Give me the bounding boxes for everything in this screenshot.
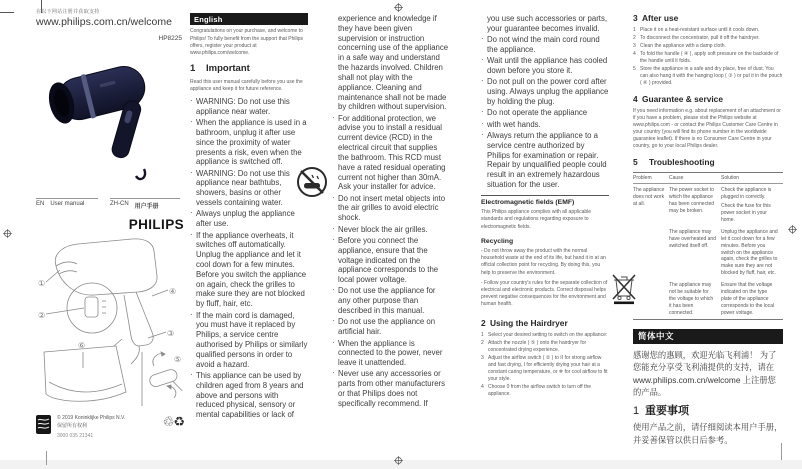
section-number: 1	[190, 62, 196, 74]
table-cell-solution: Ensure that the voltage indicated on the type plate of the appliance corresponds to the local power voltage.	[721, 282, 775, 316]
table-cell-solution: Check the appliance is plugged in correctly. Check the fuse for this power socket in your home.	[721, 186, 772, 223]
step-item: 1 Select your desired setting to switch on the appliance:	[481, 331, 608, 338]
copyright: © 2019 Koninklijke Philips N.V.	[57, 415, 126, 421]
register-note: 在以下网站注册并获取支持	[36, 9, 100, 15]
chinese-section-1-body: 使用产品之前，请仔细阅读本用户手册，并妥善保管以供日后参考。	[633, 422, 783, 445]
guarantee-body: If you need information e.g. about replacement of an attachment or if you have a problem, please visit the Philips website at www.philips.com - or contact the Philips Customer Care Centre in your country (you will find its phone number in the worldwide guarantee leaflet). If there is no Consumer Care Centre in your country, go to your local Philips dealer.	[633, 107, 781, 150]
col-header-solution: Solution	[721, 173, 783, 184]
lang-code: EN	[36, 201, 45, 207]
warning-list	[481, 14, 609, 190]
lang-label: 用户手册	[134, 204, 159, 210]
step-item: 1 Place it on a heat-resistant surface until it cools down.	[633, 26, 760, 33]
section-title: Guarantee & service	[642, 94, 724, 105]
register-url: www.philips.com.cn/welcome	[36, 16, 172, 28]
after-use-steps	[633, 27, 783, 88]
model-number: HP8225	[158, 35, 182, 42]
registration-mark-icon	[394, 3, 403, 12]
bullet-item: · Do not pull on the power cord after using. Always unplug the appliance by holding the plug.	[481, 77, 609, 106]
bullet-item: · Do not use the appliance for any other purpose than described in this manual.	[332, 286, 450, 315]
bullet-item: · Always unplug the appliance after use.	[190, 209, 308, 229]
recycling-section	[481, 238, 609, 308]
warning-list	[190, 97, 308, 420]
section-title: 重要事项	[645, 404, 689, 417]
section-2-title	[481, 318, 609, 329]
table-cell-cause: The power socket to which the appliance has been connected may be broken.	[669, 186, 715, 214]
power-cord	[136, 169, 145, 179]
bullet-item: · Do not wind the main cord round the appliance.	[481, 35, 609, 55]
document-code: 3000 035 21341	[57, 433, 94, 439]
section-number: 4	[633, 94, 638, 105]
chinese-section-1-title	[633, 405, 783, 419]
bullet-item: · Wait until the appliance has cooled down before you store it.	[481, 56, 609, 76]
lang-label: User manual	[50, 201, 85, 207]
step-item: 3 Adjust the airflow switch ( ② ) to II for strong airflow and fast drying, I for efficiently drying your hair at a constant caring temperature, or ❄ for cool airflow to fit your style.	[481, 354, 608, 383]
warning-list	[332, 14, 450, 409]
chinese-section-header: 简体中文	[633, 329, 783, 344]
language-row	[36, 198, 184, 210]
crop-mark	[0, 12, 14, 13]
hairdryer-photo	[36, 45, 184, 189]
callout-6: ⑥	[78, 341, 86, 350]
bullet-item: · WARNING: Do not use this appliance near bathtubs, showers, basins or other vessels containing water.	[190, 169, 308, 208]
english-intro: Congratulations on your purchase, and welcome to Philips! To fully benefit from the support that Philips offers, register your product at www.philips.com/welcome.	[190, 28, 304, 56]
section-title: Troubleshooting	[649, 157, 715, 168]
section-1-title	[190, 63, 308, 75]
section-title: Using the Hairdryer	[490, 317, 568, 328]
recycle-arrows-icon: ♻	[173, 414, 184, 429]
column-english-4	[633, 13, 783, 446]
step-item: 5 Store the appliance in a safe and dry place, free of dust. You can also hang it with the hanging loop ( ③ ) or put it in the pouch ( ⑥ ) provided.	[633, 66, 783, 87]
callout-5: ⑤	[174, 355, 182, 364]
certification-mark-icon	[36, 415, 51, 434]
section-number: 5	[633, 157, 638, 168]
table-cell-cause: The appliance may not be suitable for the voltage to which it has been connected.	[669, 282, 714, 316]
section-number: 2	[481, 317, 486, 328]
section-number: 1	[633, 404, 640, 417]
bullet-item: · WARNING: Do not use this appliance near water.	[190, 97, 308, 117]
bullet-item: · When the appliance is connected to the power, never leave it unattended.	[332, 339, 450, 368]
emf-title: Electromagnetic fields (EMF)	[481, 198, 575, 206]
column-english-2	[332, 14, 450, 410]
bullet-item: · Do not insert metal objects into the air grilles to avoid electric shock.	[332, 194, 450, 223]
using-steps	[481, 332, 609, 399]
lang-code: ZH-CN	[110, 201, 129, 207]
bullet-item: · with wet hands.	[481, 120, 609, 130]
emf-body: This Philips appliance complies with all applicable standards and regulations regarding exposure to electromagnetic fields.	[481, 209, 592, 230]
section-title: After use	[642, 13, 679, 23]
col-header-problem: Problem	[633, 173, 669, 184]
callout-2: ②	[38, 311, 46, 320]
recycling-title: Recycling	[481, 237, 514, 245]
rights-zh: 保留所有权利	[57, 422, 88, 429]
chinese-intro: 感谢您的惠顾，欢迎光临飞利浦！ 为了您能充分享受飞利浦提供的支持，请在 www.philips.com.cn/welcome 上注册您的产品。	[633, 349, 777, 398]
table-cell-problem: The appliance does not work at all.	[633, 186, 665, 207]
emf-section	[481, 195, 609, 231]
recycle-icon	[163, 415, 184, 428]
bullet-item: · Always return the appliance to a service centre authorized by Philips for examination or repair. Repair by unqualified people could result in an extremely hazardous situation for the user.	[481, 131, 609, 190]
registration-mark-icon	[3, 229, 12, 238]
table-cell-solution: Unplug the appliance and let it cool down for a few minutes. Before you switch on the appliance again, check the grilles to make sure they are not blocked by fluff, hair, etc.	[721, 228, 778, 277]
recycling-item: - Do not throw away the product with the normal household waste at the end of its life, but hand it in at an official collection point for recycling. By doing this, you help to preserve the environment.	[481, 248, 606, 276]
step-item: 2 Attach the nozzle ( ⑤ ) onto the hairdryer for concentrated drying experience.	[481, 339, 587, 353]
registration-mark-icon	[394, 456, 403, 465]
important-lead: Read this user manual carefully before you use the appliance and keep it for future reference.	[190, 78, 303, 92]
imprint-row	[36, 415, 184, 441]
cover-panel	[36, 8, 184, 441]
section-5-title	[633, 157, 783, 168]
philips-logo: PHILIPS	[128, 217, 184, 232]
crop-mark	[46, 451, 47, 465]
continued-text: you use such accessories or parts, your guarantee becomes invalid.	[487, 14, 608, 33]
section-number: 3	[633, 13, 638, 23]
step-item: 2 To disconnect the concentrator, pull it off the hairdryer.	[633, 34, 760, 41]
recycle-loop-icon: ♲	[162, 414, 174, 429]
bullet-item: · Do not operate the appliance	[481, 108, 609, 118]
bullet-item: · Never use any accessories or parts from other manufacturers or that Philips does not specifically recommend. If	[332, 369, 450, 408]
callout-1: ①	[38, 279, 46, 288]
bullet-item: · Do not use the appliance on artificial hair.	[332, 317, 450, 337]
bullet-item: · This appliance can be used by children aged from 8 years and above and persons with reduced physical, sensory or mental capabilities or lack of	[190, 371, 308, 420]
table-cell-cause: The appliance may have overheated and switched itself off.	[669, 228, 716, 249]
step-item: 4 To fold the handle ( ④ ), apply soft pressure on the backside of the handle until it folds.	[633, 50, 779, 64]
bullet-item: · If the appliance overheats, it switches off automatically. Unplug the appliance and let it cool down for a few minutes. Before you switch the appliance on again, check the grilles to make sure they are not blocked by fluff, hair, etc.	[190, 231, 308, 310]
step-item: 4 Choose 0 from the airflow switch to turn off the appliance.	[481, 384, 592, 398]
section-4-title	[633, 94, 783, 105]
col-header-cause: Cause	[669, 173, 721, 184]
bullet-item: · Before you connect the appliance, ensure that the voltage indicated on the appliance corresponds to the local power voltage.	[332, 236, 450, 285]
continued-text: experience and knowledge if they have been given supervision or instruction concerning use of the appliance in a safe way and understand the hazards involved. Children shall not play with the appliance. Cleaning and maintenance shall not be made by children without supervision.	[338, 14, 449, 112]
bullet-item: · Never block the air grilles.	[332, 225, 450, 235]
copyright-block	[57, 415, 125, 441]
step-item: 3 Clean the appliance with a damp cloth.	[633, 42, 726, 49]
troubleshooting-table	[633, 172, 783, 320]
callout-4: ④	[169, 287, 177, 296]
callout-3: ③	[167, 329, 175, 338]
recycling-item: - Follow your country's rules for the separate collection of electrical and electronic products. Correct disposal helps prevent negative consequences for the environment and human health.	[481, 279, 608, 307]
hairdryer-line-drawing	[36, 234, 184, 406]
section-3-title	[633, 13, 783, 24]
column-english-1	[190, 13, 308, 421]
english-section-header: English	[190, 13, 308, 25]
bullet-item: · For additional protection, we advise you to install a residual current device (RCD) in the electrical circuit that supplies the bathroom. This RCD must have a rated residual operating current not higher than 30mA. Ask your installer for advice.	[332, 114, 450, 193]
language-en	[36, 198, 98, 210]
section-title: Important	[206, 62, 250, 74]
column-english-3	[481, 14, 609, 399]
bullet-item: · When the appliance is used in a bathroom, unplug it after use since the proximity of water presents a risk, even when the appliance is switched off.	[190, 118, 308, 167]
registration-mark-icon	[788, 225, 797, 234]
bullet-item: · If the main cord is damaged, you must have it replaced by Philips, a service centre authorised by Philips or similarly qualified persons in order to avoid a hazard.	[190, 311, 308, 370]
language-zh	[110, 198, 180, 210]
